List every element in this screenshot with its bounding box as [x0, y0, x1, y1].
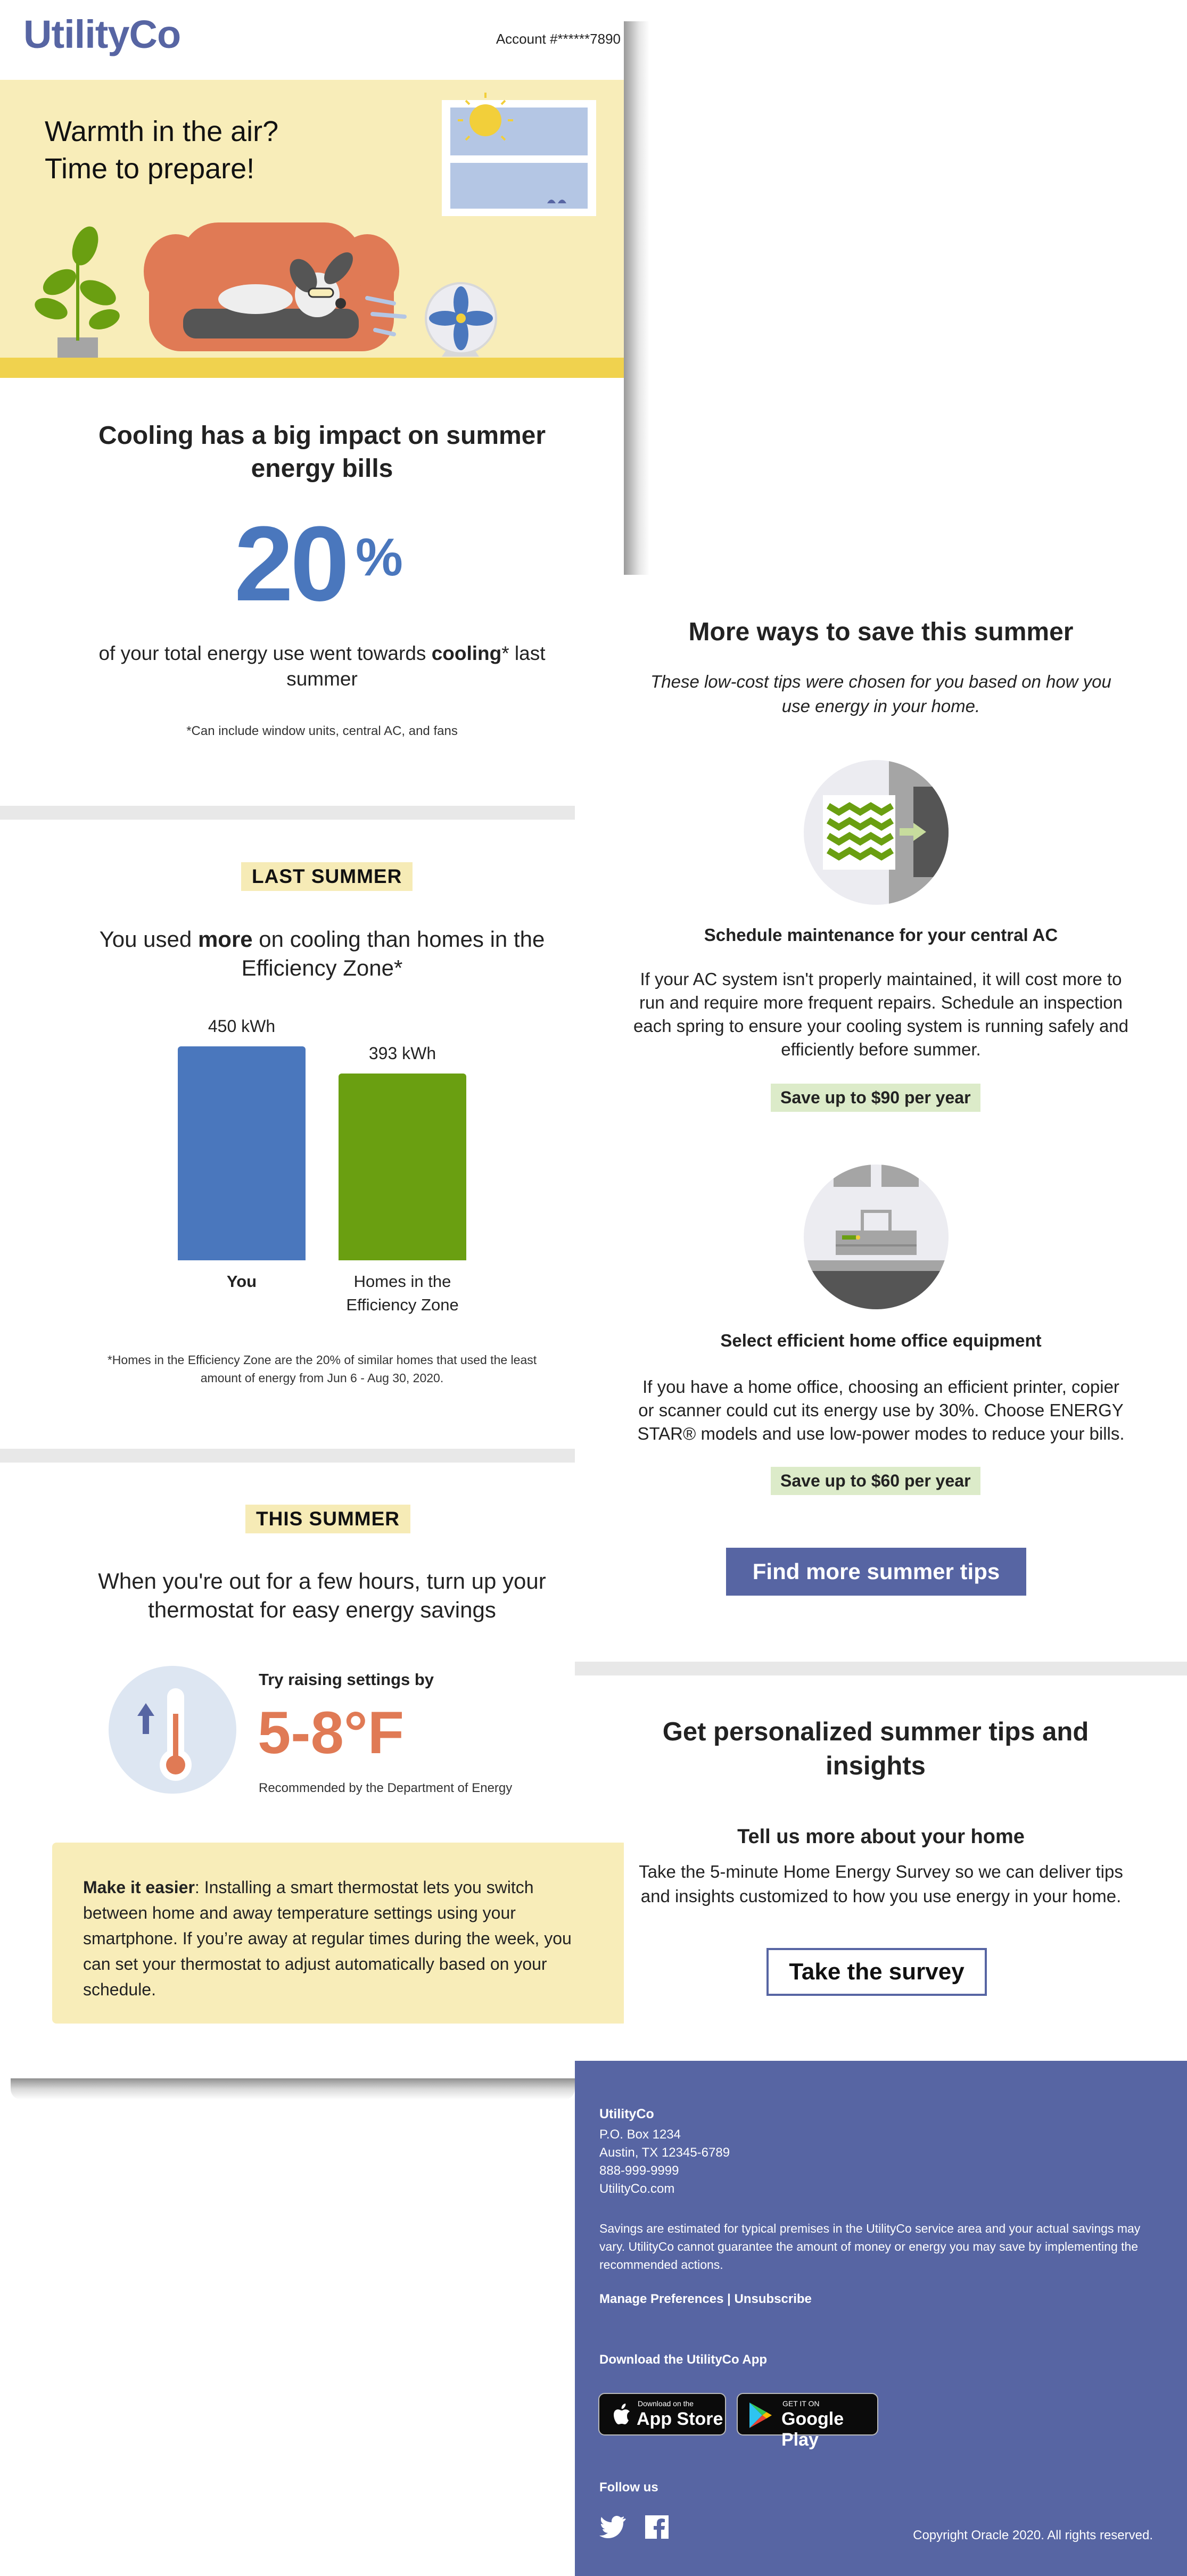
main-card — [0, 0, 624, 2078]
google-play-icon — [747, 2401, 773, 2429]
chart-value-label: 450 kWh — [208, 1017, 276, 1036]
download-app-title: Download the UtilityCo App — [599, 2352, 768, 2367]
right-section-divider — [575, 1662, 1187, 1675]
printer-svg — [804, 1165, 949, 1309]
plant-leaves-icon — [32, 223, 122, 341]
recommendation-source: Recommended by the Department of Energy — [259, 1781, 513, 1795]
footer-address-line: P.O. Box 1234 — [599, 2127, 681, 2142]
card-shadow-bottom — [11, 2078, 575, 2100]
apple-icon — [609, 2401, 634, 2429]
chart-bar — [339, 1074, 466, 1260]
email-header — [0, 0, 624, 80]
footer-address-line: Austin, TX 12345-6789 — [599, 2145, 730, 2160]
tip-body-office: If you have a home office, choosing an efficient printer, copier or scanner could cut its energy use by 30%. Choose ENERGY STAR® models and use low-power modes to reduce your bills. — [637, 1377, 1125, 1443]
savings-badge-office: Save up to $60 per year — [771, 1467, 980, 1495]
cooling-percent-sign: % — [356, 527, 403, 587]
footer — [575, 2061, 1187, 2576]
tip-text — [83, 1875, 599, 2002]
section-divider — [0, 806, 575, 820]
follow-us-label: Follow us — [599, 2480, 658, 2495]
footer-address — [599, 2126, 730, 2198]
google-play-big-text: Google Play — [781, 2409, 844, 2450]
this-summer-tag: THIS SUMMER — [245, 1505, 410, 1533]
printer-icon — [804, 1165, 949, 1309]
smart-thermostat-tip — [52, 1843, 624, 2024]
google-play-button[interactable] — [737, 2393, 878, 2450]
google-play-small-text: GET IT ON — [782, 2399, 820, 2408]
hero-title — [45, 113, 278, 187]
account-number: Account #******7890 — [496, 31, 621, 47]
app-store-big-text: App Store — [637, 2409, 723, 2429]
chart-category-label-line: You — [226, 1272, 257, 1291]
cooling-description — [90, 641, 554, 692]
hero-title-line2: Time to prepare! — [45, 153, 255, 185]
chart-bar — [178, 1046, 306, 1260]
ways-to-save-title: More ways to save this summer — [688, 618, 1074, 646]
savings-badge-ac: Save up to $90 per year — [771, 1084, 980, 1112]
tell-us-heading: Tell us more about your home — [737, 1826, 1025, 1848]
ac-filter-icon — [804, 760, 949, 905]
hero-title-line1: Warmth in the air? — [45, 115, 279, 147]
last-summer-tag: LAST SUMMER — [241, 862, 413, 891]
footer-phone[interactable]: 888-999-9999 — [599, 2164, 679, 2178]
take-survey-button[interactable]: Take the survey — [766, 1948, 987, 1996]
facebook-icon[interactable] — [645, 2515, 672, 2540]
cooling-desc-bold: cooling — [431, 642, 502, 664]
hero-banner — [0, 80, 624, 378]
manage-preferences-link[interactable]: Manage Preferences — [599, 2292, 724, 2306]
cooling-desc-suffix: * last summer — [286, 642, 546, 690]
personalized-tips-title: Get personalized summer tips and insights — [662, 1718, 1089, 1780]
hero-floor — [0, 358, 624, 378]
tip-body-ac: If your AC system isn't properly maintained, it will cost more to run and require more frequent repairs. Schedule an inspection each spring to ensure your cooling system is running safely and efficiently before summer. — [633, 969, 1129, 1059]
tip-heading-ac: Schedule maintenance for your central AC — [704, 925, 1058, 945]
chart-value-label: 393 kWh — [368, 1044, 436, 1063]
footer-website-link[interactable]: UtilityCo.com — [599, 2182, 675, 2196]
unsubscribe-link[interactable]: Unsubscribe — [734, 2292, 812, 2306]
chart-category-label-line: Efficiency Zone — [346, 1295, 459, 1314]
ac-filter-svg — [804, 760, 949, 905]
twitter-icon[interactable] — [599, 2515, 626, 2540]
arrow-up-icon — [137, 1703, 154, 1734]
cooling-title: Cooling has a big impact on summer energy bills — [98, 422, 546, 483]
find-more-tips-button[interactable]: Find more summer tips — [726, 1548, 1026, 1596]
brand-logo[interactable]: UtilityCo — [23, 12, 181, 56]
tip-bold: Make it easier — [83, 1878, 195, 1897]
sun-icon — [469, 104, 501, 136]
try-raising-label: Try raising settings by — [259, 1670, 434, 1689]
app-store-button[interactable] — [598, 2393, 726, 2435]
chart-category-label — [328, 1270, 477, 1317]
fan-icon — [426, 283, 496, 357]
cooling-desc-prefix: of your total energy use went towards — [98, 642, 432, 664]
efficiency-zone-footnote: *Homes in the Efficiency Zone are the 20% of similar homes that used the least amount of energy from Jun 6 - Aug 30, 2020. — [107, 1353, 537, 1385]
window-pane-bottom — [450, 163, 588, 209]
thermostat-text: When you're out for a few hours, turn up your thermostat for easy energy savings — [98, 1568, 546, 1622]
tip-body: : Installing a smart thermostat lets you switch between home and away temperature settings using your smartphone. If you’re away at regular times during the week, you can set your thermostat to adjust automatically based on your schedule. — [83, 1878, 572, 1999]
twitter-svg — [599, 2515, 626, 2540]
comparison-bold: more — [197, 927, 253, 952]
cooling-footnote: *Can include window units, central AC, and fans — [186, 724, 458, 738]
comparison-text — [85, 925, 559, 982]
link-separator: | — [723, 2292, 735, 2306]
app-store-small-text: Download on the — [638, 2399, 694, 2408]
thermometer-svg — [109, 1666, 236, 1794]
footer-disclaimer: Savings are estimated for typical premises in the UtilityCo service area and your actual savings may vary. UtilityCo cannot guarantee the amount of money or energy you may save by implementing the recommended actions. — [599, 2222, 1141, 2272]
footer-links — [599, 2292, 812, 2307]
chart-category-label-line: Homes in the — [353, 1272, 451, 1291]
footer-company: UtilityCo — [599, 2107, 654, 2121]
ways-to-save-subtitle: These low-cost tips were chosen for you based on how you use energy in your home. — [650, 672, 1111, 716]
temperature-range: 5-8°F — [258, 1699, 405, 1766]
facebook-svg — [645, 2515, 669, 2539]
tip-heading-office: Select efficient home office equipment — [720, 1331, 1042, 1350]
copyright-text: Copyright Oracle 2020. All rights reserved. — [913, 2528, 1153, 2542]
card-shadow-right — [624, 21, 649, 575]
cooling-percent-value: 20 — [234, 505, 347, 623]
survey-description: Take the 5-minute Home Energy Survey so we can deliver tips and insights customized to how you use energy in your home. — [639, 1862, 1123, 1906]
comparison-prefix: You used — [99, 927, 198, 952]
comparison-suffix: on cooling than homes in the Efficiency Zone* — [241, 927, 545, 980]
chart-category-label — [167, 1270, 316, 1293]
thermometer-icon — [109, 1666, 236, 1794]
section-divider — [0, 1449, 575, 1463]
